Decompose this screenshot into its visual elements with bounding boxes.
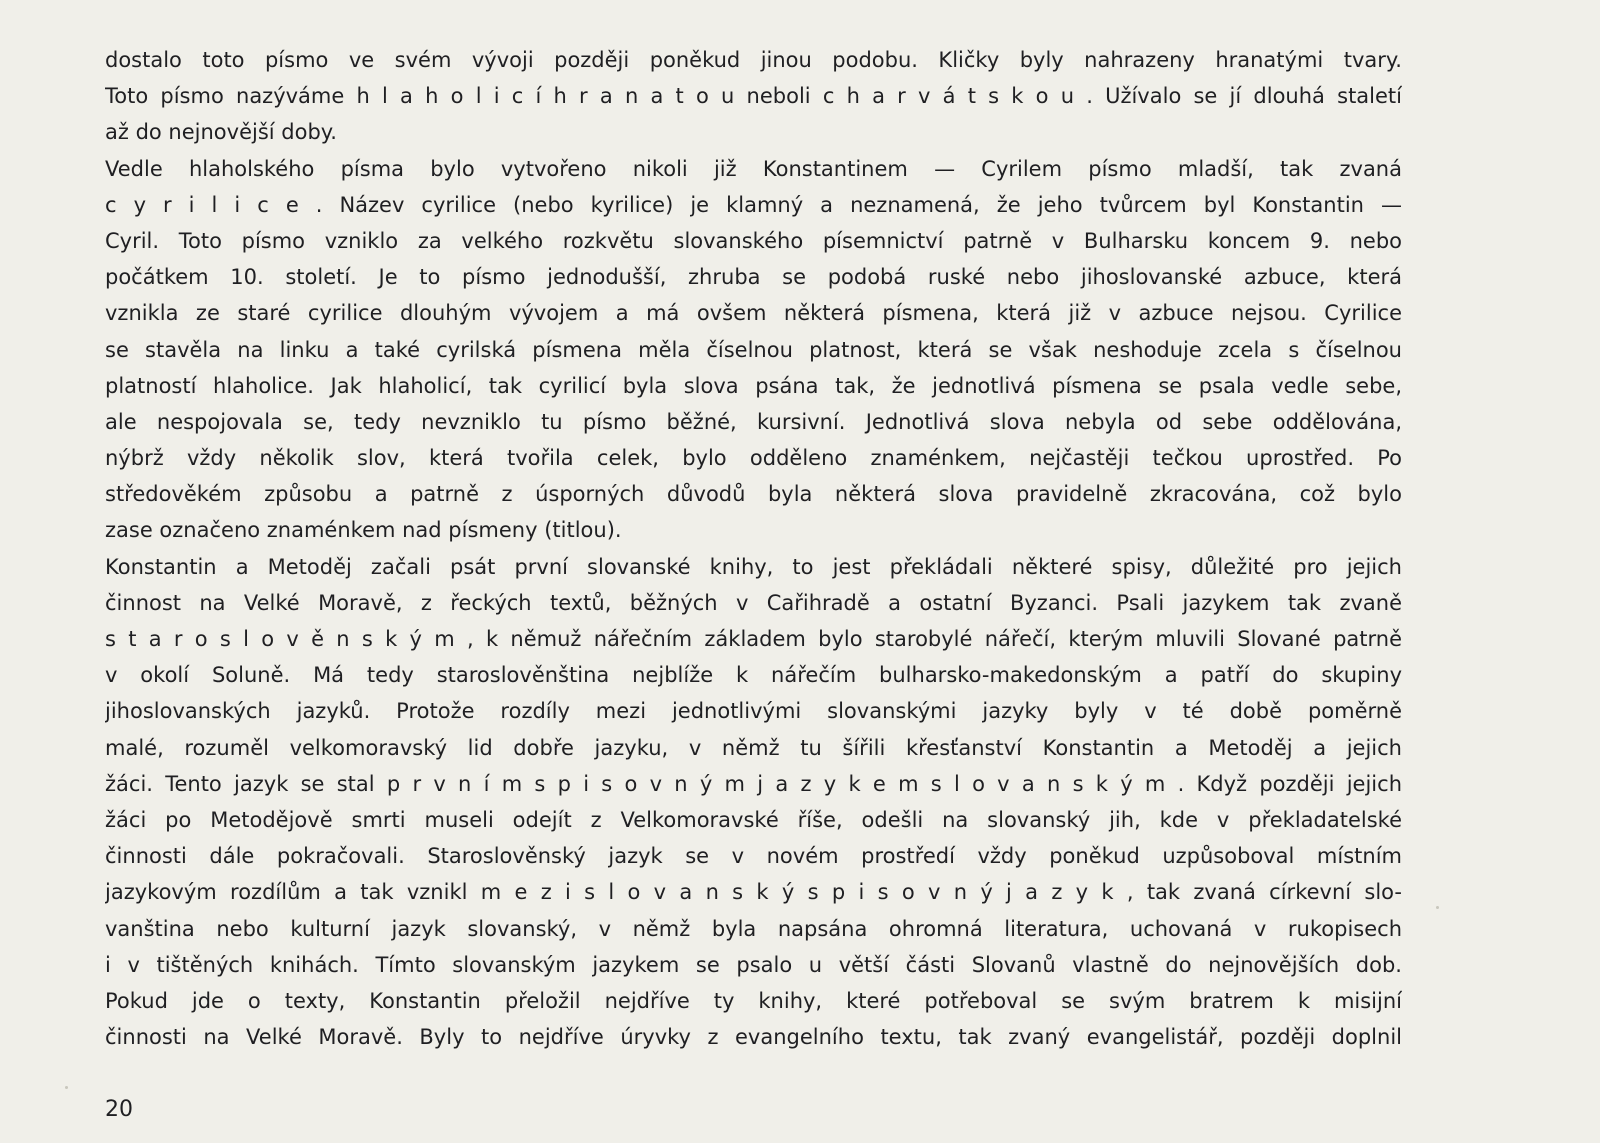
text-line: jazykovým rozdílům a tak vznikl m e z i s l o v a n s k ý s p i s o v n ý j a z y k , tak zvaná církevní slo- <box>105 880 1402 905</box>
text-line: činnost na Velké Moravě, z řeckých textů, běžných v Cařihradě a ostatní Byzanci. Psali jazykem tak zvaně <box>105 590 1402 615</box>
paper-speck <box>1436 906 1439 909</box>
text-line: činnosti na Velké Moravě. Byly to nejdříve úryvky z evangelního textu, tak zvaný evangelistář, později doplnil <box>105 1025 1402 1050</box>
paragraph-glagolitic <box>105 42 1402 151</box>
text-line: Vedle hlaholského písma bylo vytvořeno nikoli již Konstantinem — Cyrilem písmo mladší, tak zvaná <box>105 156 1402 181</box>
text-line: s t a r o s l o v ě n s k ý m , k němuž nářečním základem bylo starobylé nářečí, kterým mluvili Slované patrně <box>105 627 1402 651</box>
text-line: vznikla ze staré cyrilice dlouhým vývojem a má ovšem některá písmena, která již v azbuce nejsou. Cyrilice <box>105 301 1402 326</box>
paragraph-cyrillic <box>105 151 1402 549</box>
paper-speck <box>65 1086 68 1089</box>
text-line: Toto písmo nazýváme h l a h o l i c í h r a n a t o u neboli c h a r v á t s k o u . Užívalo se jí dlouhá staletí <box>105 84 1402 109</box>
text-line: c y r i l i c e . Název cyrilice (nebo kyrilice) je klamný a neznamená, že jeho tvůrcem byl Konstantin — <box>105 192 1402 217</box>
page-body-text <box>105 42 1402 1072</box>
text-line: se stavěla na linku a také cyrilská písmena měla číselnou platnost, která se však neshoduje zcela s číselnou <box>105 337 1402 362</box>
text-line: zase označeno znaménkem nad písmeny (titlou). <box>105 518 622 543</box>
text-line: ale nespojovala se, tedy nevzniklo tu písmo běžné, kursivní. Jednotlivá slova nebyla od sebe oddělována, <box>105 409 1402 434</box>
text-line: jihoslovanských jazyků. Protože rozdíly mezi jednotlivými slovanskými jazyky byly v té době poměrně <box>105 699 1402 724</box>
text-line: činnosti dále pokračovali. Staroslověnský jazyk se v novém prostředí vždy poněkud uzpůsoboval místním <box>105 844 1402 869</box>
text-line: v okolí Soluně. Má tedy staroslověnština nejblíže k nářečím bulharsko-makedonským a patří do skupiny <box>105 663 1402 688</box>
text-line: Konstantin a Metoděj začali psát první slovanské knihy, to jest překládali některé spisy, důležité pro jejich <box>105 554 1402 579</box>
text-line: dostalo toto písmo ve svém vývoji později poněkud jinou podobu. Kličky byly nahrazeny hranatými tvary. <box>105 48 1402 72</box>
text-line: Pokud jde o texty, Konstantin přeložil nejdříve ty knihy, které potřeboval se svým bratrem k misijní <box>105 988 1402 1013</box>
text-line: Cyril. Toto písmo vzniklo za velkého rozkvětu slovanského písemnictví patrně v Bulharsku koncem 9. nebo <box>105 228 1402 253</box>
text-line: i v tištěných knihách. Tímto slovanským jazykem se psalo u větší části Slovanů vlastně do nejnovějších dob. <box>105 952 1402 977</box>
paragraph-slavonic-books <box>105 549 1402 1056</box>
page-number: 20 <box>105 1097 133 1122</box>
text-line: žáci. Tento jazyk se stal p r v n í m s p i s o v n ý m j a z y k e m s l o v a n s k ý m . Když později jejich <box>105 771 1402 796</box>
text-line: žáci po Metodějově smrti museli odejít z Velkomoravské říše, odešli na slovanský jih, kde v překladatelské <box>105 807 1402 832</box>
text-line: vanština nebo kulturní jazyk slovanský, v němž byla napsána ohromná literatura, uchovaná v rukopisech <box>105 916 1402 941</box>
text-line: nýbrž vždy několik slov, která tvořila celek, bylo odděleno znaménkem, nejčastěji tečkou uprostřed. Po <box>105 446 1402 471</box>
text-line: středověkém způsobu a patrně z úsporných důvodů byla některá slova pravidelně zkracována, což bylo <box>105 482 1402 507</box>
text-line: platností hlaholice. Jak hlaholicí, tak cyrilicí byla slova psána tak, že jednotlivá písmena se psala vedle sebe, <box>105 373 1402 398</box>
text-line: počátkem 10. století. Je to písmo jednodušší, zhruba se podobá ruské nebo jihoslovanské azbuce, která <box>105 265 1402 290</box>
text-line: malé, rozuměl velkomoravský lid dobře jazyku, v němž tu šířili křesťanství Konstantin a Metoděj a jejich <box>105 735 1402 760</box>
text-line: až do nejnovější doby. <box>105 120 337 145</box>
